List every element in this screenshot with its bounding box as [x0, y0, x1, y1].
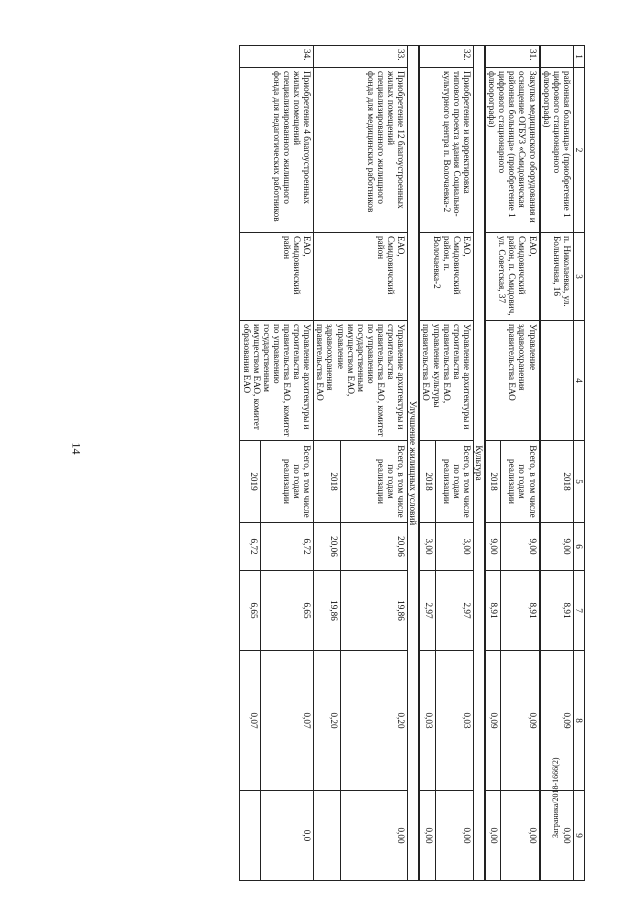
value-col9: [314, 791, 341, 881]
value-col9: 0,00: [540, 791, 574, 881]
period-label: Всего, в том числе по годам реализации: [435, 441, 473, 523]
value-col8: 0,20: [340, 651, 407, 791]
header-col-9: 9: [573, 791, 584, 881]
row-number: 31.: [485, 46, 540, 68]
responsible-body: Управление архитектуры и строительства правительства ЕАО, комитет по управлению государственным имуществом ЕАО, комитет образования ЕАО: [240, 321, 314, 441]
page-number: 14: [69, 442, 84, 455]
value-col7: 6,65: [240, 571, 261, 651]
responsible-body: Управление архитектуры и строительства правительства ЕАО, управление культуры правительства ЕАО: [419, 321, 473, 441]
header-col-6: 6: [573, 523, 584, 571]
value-col7: 19,86: [314, 571, 341, 651]
value-col8: 0,20: [314, 651, 341, 791]
section-row: [408, 46, 420, 881]
value-col9: 0,00: [501, 791, 540, 881]
rotated-table-container: [115, 45, 585, 880]
value-col9: 0,00: [340, 791, 407, 881]
value-col8: 0,03: [435, 651, 473, 791]
value-col6: 9,00: [540, 523, 574, 571]
section-title: Культура: [473, 46, 485, 881]
implementation-year: 2018: [485, 441, 501, 523]
object-name: Приобретение 12 благоустроенных жилых помещений специализированного жилищного фонда для медицинских работников: [314, 68, 408, 233]
object-location: ЕАО, Смидовичский район: [314, 233, 408, 321]
header-col-4: 4: [573, 321, 584, 441]
value-col7: 6,65: [261, 571, 314, 651]
value-col9: [240, 791, 261, 881]
object-name: районная больница» (приобретение 1 цифрового стационарного флюорографа): [540, 68, 574, 233]
responsible-body: Управление архитектуры и строительства правительства ЕАО, комитет по управлению государственным имуществом ЕАО, управление здравоохранения правительства ЕАО: [314, 321, 408, 441]
value-col8: 0,07: [261, 651, 314, 791]
value-col9: 0,0: [261, 791, 314, 881]
program-table: [240, 45, 586, 881]
value-col6: 9,00: [501, 523, 540, 571]
value-col6: 3,00: [435, 523, 473, 571]
implementation-year: 2018: [314, 441, 341, 523]
responsible-body: Управление здравоохранения правительства ЕАО: [485, 321, 540, 441]
value-col8: 0,03: [419, 651, 435, 791]
implementation-year: 2018: [540, 441, 574, 523]
header-col-2: 2: [573, 68, 584, 233]
value-col8: 0,09: [501, 651, 540, 791]
period-label: Всего, в том числе по годам реализации: [501, 441, 540, 523]
value-col7: 8,91: [540, 571, 574, 651]
implementation-year: 2019: [240, 441, 261, 523]
value-col9: 0,00: [435, 791, 473, 881]
header-col-3: 3: [573, 233, 584, 321]
period-label: Всего, в том числе по годам реализации: [261, 441, 314, 523]
value-col9: 0,00: [485, 791, 501, 881]
table-row: [261, 46, 314, 881]
header-row: [573, 46, 584, 881]
row-number: 33.: [314, 46, 408, 68]
period-label: Всего, в том числе по годам реализации: [340, 441, 407, 523]
row-number: 32.: [419, 46, 473, 68]
header-col-5: 5: [573, 441, 584, 523]
value-col7: 2,97: [419, 571, 435, 651]
responsible-body: [540, 321, 574, 441]
value-col6: 20,06: [314, 523, 341, 571]
value-col6: 6,72: [261, 523, 314, 571]
object-name: Приобретение 4 благоустроенных жилых помещений специализированного жилищного фонда для педагогических работников: [240, 68, 314, 233]
header-col-7: 7: [573, 571, 584, 651]
document-stamp: Заграника/2018-1666(2): [551, 757, 560, 838]
value-col8: 0,07: [240, 651, 261, 791]
value-col6: 6,72: [240, 523, 261, 571]
object-name: Закупка медицинского оборудования и оснащение ОГБУЗ «Смидовичская районная больница» (приобретение 1 цифрового стационарного флюорографа): [485, 68, 540, 233]
value-col6: 20,06: [340, 523, 407, 571]
row-number: 34.: [240, 46, 314, 68]
object-location: п. Николаевка, ул. Больничная, 16: [540, 233, 574, 321]
value-col7: 19,86: [340, 571, 407, 651]
object-location: ЕАО, Смидовичский район, п. Волочаевка-2: [419, 233, 473, 321]
implementation-year: 2018: [419, 441, 435, 523]
row-number: [540, 46, 574, 68]
object-location: ЕАО, Смидовичский район, п. Смидович, ул. Советская, 37: [485, 233, 540, 321]
header-col-1: 1: [573, 46, 584, 68]
object-location: ЕАО, Смидовичский район: [240, 233, 314, 321]
object-name: Приобретение и корректировка типового проекта здания Социально-культурного центра п. Волочаевка-2: [419, 68, 473, 233]
value-col8: 0,09: [540, 651, 574, 791]
value-col9: 0,00: [419, 791, 435, 881]
table-row: [435, 46, 473, 881]
table-row: [340, 46, 407, 881]
value-col6: 9,00: [485, 523, 501, 571]
table-row: [540, 46, 574, 881]
value-col6: 3,00: [419, 523, 435, 571]
value-col7: 8,91: [485, 571, 501, 651]
value-col7: 2,97: [435, 571, 473, 651]
section-row: [473, 46, 485, 881]
section-title: Улучшение жилищных условий: [408, 46, 420, 881]
value-col7: 8,91: [501, 571, 540, 651]
header-col-8: 8: [573, 651, 584, 791]
value-col8: 0,09: [485, 651, 501, 791]
table-row: [501, 46, 540, 881]
